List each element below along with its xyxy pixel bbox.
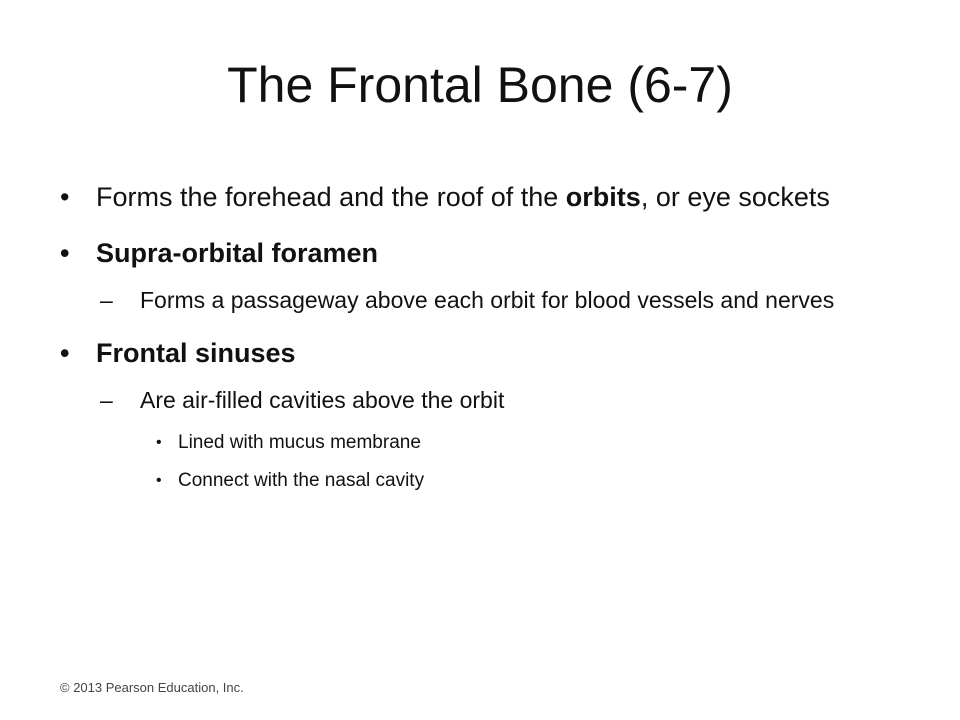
sub-item-text: Forms a passageway above each orbit for blood vessels and nerves (140, 287, 835, 313)
slide-content (60, 178, 900, 510)
bullet-item-supra-orbital-foramen (60, 234, 900, 272)
bullet-marker: • (156, 434, 162, 451)
bullet-text-bold: orbits (565, 182, 641, 212)
bullet-text-after: , or eye sockets (640, 182, 830, 212)
bullet-marker: • (156, 472, 162, 489)
dash-marker: – (100, 387, 113, 413)
bullet-marker: • (60, 182, 70, 212)
sub-item-passageway (60, 284, 900, 316)
bullet-item-frontal-sinuses (60, 334, 900, 372)
bullet-text: Forms the forehead and the roof of the (96, 182, 566, 212)
sub-sub-item-mucus (60, 430, 900, 456)
sub-item-air-filled (60, 384, 900, 416)
sub-sub-item-text: Connect with the nasal cavity (178, 470, 425, 491)
bullet-marker: • (60, 338, 70, 368)
bullet-text: Supra-orbital foramen (96, 238, 379, 268)
copyright-footer: © 2013 Pearson Education, Inc. (60, 680, 244, 695)
slide-title: The Frontal Bone (6-7) (227, 57, 733, 113)
bullet-marker: • (60, 238, 70, 268)
sub-sub-item-nasal (60, 468, 900, 494)
bullet-item-forehead (60, 178, 900, 216)
bullet-text: Frontal sinuses (96, 338, 296, 368)
dash-marker: – (100, 287, 113, 313)
sub-sub-item-text: Lined with mucus membrane (178, 432, 421, 453)
sub-item-text: Are air-filled cavities above the orbit (140, 387, 505, 413)
